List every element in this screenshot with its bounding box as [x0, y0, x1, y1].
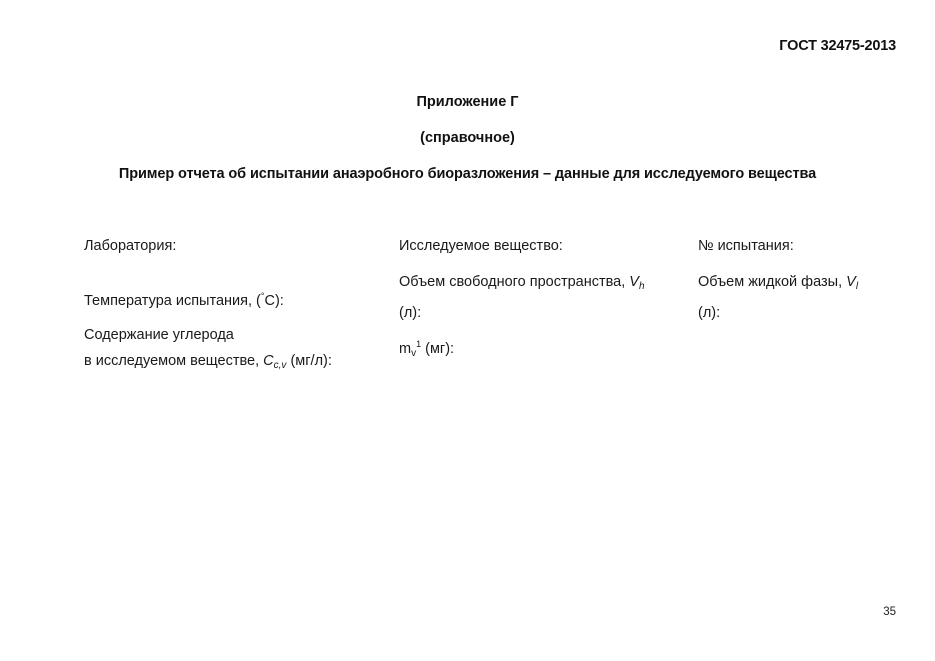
- carbon-subscript-text: c,v: [273, 360, 287, 371]
- document-code: ГОСТ 32475-2013: [779, 38, 896, 54]
- headspace-line1: [399, 269, 645, 300]
- headspace-symbol: V: [629, 274, 639, 290]
- liquid-line1: [698, 269, 858, 300]
- mass-unit: (мг):: [421, 341, 455, 357]
- mass-symbol: m: [399, 341, 412, 357]
- carbon-subscript: [274, 360, 287, 371]
- liquid-text: Объем жидкой фазы,: [698, 274, 847, 290]
- headspace-unit: (л):: [399, 305, 422, 321]
- carbon-line2: [84, 348, 332, 379]
- headspace-subscript-text: h: [638, 281, 645, 292]
- report-title: Пример отчета об испытании анаэробного биоразложения – данные для исследуемого вещества: [118, 166, 817, 182]
- carbon-line1: Содержание углерода: [84, 327, 234, 343]
- headspace-volume-label: [399, 269, 645, 326]
- temperature-text: Температура испытания, (: [84, 293, 261, 309]
- appendix-title: Приложение Г: [416, 94, 519, 110]
- laboratory-label: Лаборатория:: [84, 238, 177, 254]
- page-number: 35: [883, 606, 896, 618]
- carbon-unit: (мг/л):: [286, 353, 332, 369]
- temperature-unit: С):: [264, 293, 284, 309]
- liquid-subscript-text: l: [855, 281, 859, 292]
- liquid-symbol: V: [846, 274, 856, 290]
- appendix-subtitle: (справочное): [420, 130, 515, 146]
- mass-superscript: 1: [416, 339, 422, 349]
- degree-sign: °: [260, 291, 265, 301]
- test-number-label: № испытания:: [698, 238, 794, 254]
- carbon-line2-text: в исследуемом веществе,: [84, 353, 264, 369]
- carbon-symbol: C: [263, 353, 274, 369]
- headspace-subscript: [639, 281, 645, 292]
- carbon-content-label: [84, 322, 332, 379]
- mass-subscript: v: [411, 348, 417, 359]
- headspace-text: Объем свободного пространства,: [399, 274, 630, 290]
- liquid-unit: (л):: [698, 305, 721, 321]
- temperature-label: [84, 283, 284, 314]
- test-substance-label: Исследуемое вещество:: [399, 238, 563, 254]
- mass-label: [399, 331, 454, 367]
- liquid-subscript: [856, 281, 858, 292]
- liquid-volume-label: [698, 269, 858, 326]
